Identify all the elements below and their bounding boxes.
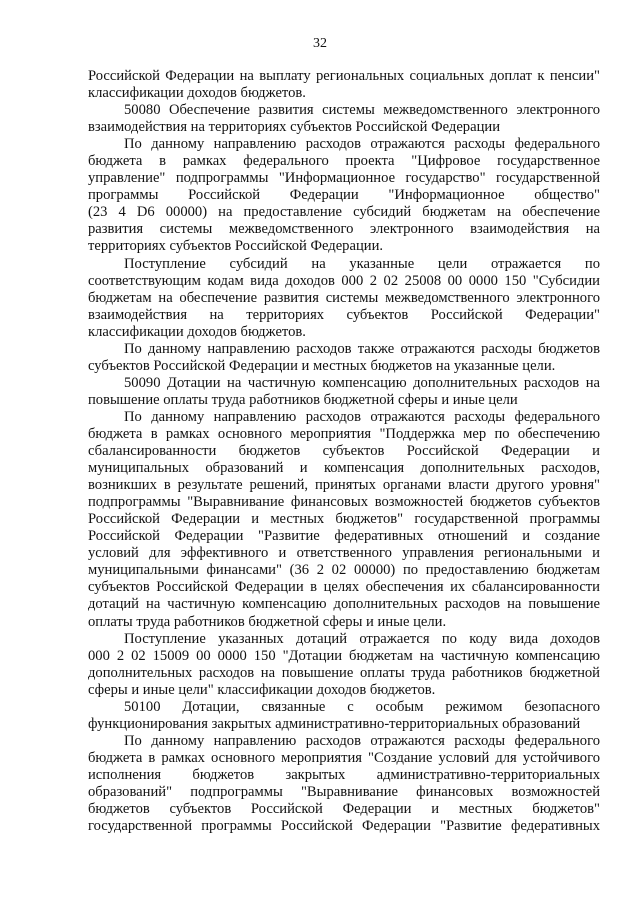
text-line: бюджетов субъектов Российской Федерации и местных бюджетов": [88, 801, 600, 818]
text-line: дотаций на частичную компенсацию дополнительных расходов на повышение: [88, 596, 600, 613]
text-line: сферы и иные цели" классификации доходов бюджетов.: [88, 681, 436, 698]
text-line: бюджетам на обеспечение развития системы межведомственного электронного: [88, 289, 600, 306]
text-line: взаимодействия на территориях субъектов Российской Федерации": [88, 306, 600, 323]
text-line: классификации доходов бюджетов.: [88, 85, 306, 102]
text-line: По данному направлению расходов также отражаются расходы бюджетов: [124, 340, 600, 357]
text-line: повышение оплаты труда работников бюджетной сферы и иные цели: [88, 391, 518, 408]
text-line: территориях субъектов Российской Федерации.: [88, 238, 384, 255]
text-line: управление" подпрограммы "Информационное государство" государственной: [88, 170, 600, 187]
text-line: субъектов Российской Федерации и местных бюджетов на указанные цели.: [88, 357, 556, 374]
text-line: (23 4 D6 00000) на предоставление субсидий бюджетам на обеспечение: [88, 204, 600, 221]
text-line: подпрограммы "Выравнивание финансовых возможностей бюджетов субъектов: [88, 494, 600, 511]
text-line: классификации доходов бюджетов.: [88, 323, 306, 340]
text-line: развития системы межведомственного электронного взаимодействия на: [88, 221, 600, 238]
text-line: взаимодействия на территориях субъектов Российской Федерации: [88, 119, 501, 136]
text-line: программы Российской Федерации "Информационное общество": [88, 187, 600, 204]
text-line: По данному направлению расходов отражаются расходы федерального: [124, 136, 600, 153]
text-line: 50090 Дотации на частичную компенсацию дополнительных расходов на: [124, 374, 600, 391]
text-line: дополнительных расходов на повышение оплаты труда работников бюджетной: [88, 664, 600, 681]
text-line: муниципальных образований и компенсация дополнительных расходов,: [88, 460, 600, 477]
text-line: Поступление субсидий на указанные цели отражается по: [124, 255, 600, 272]
text-line: условий для эффективного и ответственного управления региональными и: [88, 545, 600, 562]
text-line: образований" подпрограммы "Выравнивание финансовых возможностей: [88, 783, 600, 800]
text-line: 50080 Обеспечение развития системы межведомственного электронного: [124, 102, 600, 119]
text-line: По данному направлению расходов отражаются расходы федерального: [124, 732, 600, 749]
text-line: Российской Федерации и местных бюджетов" государственной программы: [88, 511, 600, 528]
text-line: 000 2 02 15009 00 0000 150 "Дотации бюджетам на частичную компенсацию: [88, 647, 600, 664]
text-line: оплаты труда работников бюджетной сферы и иные цели.: [88, 613, 447, 630]
text-line: Российской Федерации "Развитие федеративных отношений и создание: [88, 528, 600, 545]
text-line: бюджета в рамках основного мероприятия "Поддержка мер по обеспечению: [88, 425, 600, 442]
text-line: государственной программы Российской Федерации "Развитие федеративных: [88, 818, 600, 835]
text-line: муниципальными финансами" (36 2 02 00000) по предоставлению бюджетам: [88, 562, 600, 579]
text-line: 50100 Дотации, связанные с особым режимом безопасного: [124, 698, 600, 715]
text-line: По данному направлению расходов отражаются расходы федерального: [124, 408, 600, 425]
text-line: субъектов Российской Федерации в целях обеспечения их сбалансированности: [88, 579, 600, 596]
text-line: возникших в результате решений, принятых органами власти другого уровня": [88, 477, 600, 494]
text-line: сбалансированности бюджетов субъектов Российской Федерации и: [88, 443, 600, 460]
text-line: Поступление указанных дотаций отражается по коду вида доходов: [124, 630, 600, 647]
text-line: бюджета в рамках основного мероприятия "Создание условий для устойчивого: [88, 749, 600, 766]
text-line: исполнения бюджетов закрытых административно-территориальных: [88, 766, 600, 783]
text-line: функционирования закрытых административно-территориальных образований: [88, 715, 581, 732]
text-line: Российской Федерации на выплату региональных социальных доплат к пенсии": [88, 68, 600, 84]
text-line: бюджета в рамках федерального проекта "Цифровое государственное: [88, 153, 600, 170]
page-number: 32: [313, 36, 327, 51]
body-text: [88, 68, 600, 835]
text-line: соответствующим кодам вида доходов 000 2 02 25008 00 0000 150 "Субсидии: [88, 272, 600, 289]
